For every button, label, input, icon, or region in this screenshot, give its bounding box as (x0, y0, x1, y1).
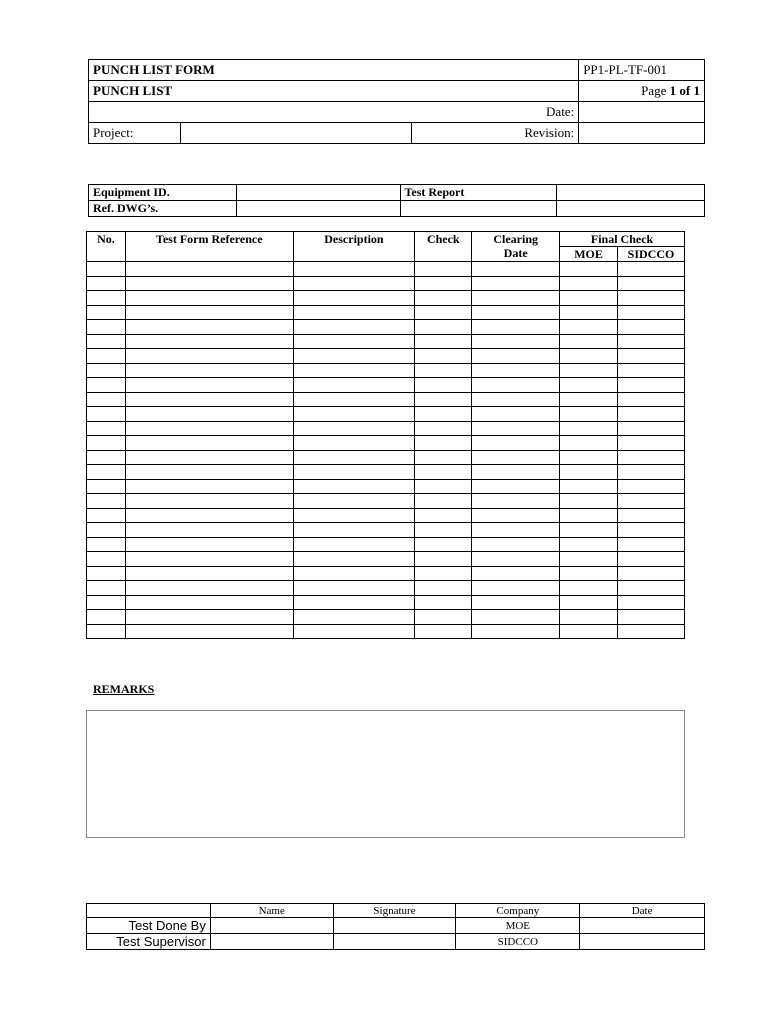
punch-cell[interactable] (125, 450, 293, 465)
signoff-row (87, 918, 705, 934)
punch-cell[interactable] (560, 349, 618, 364)
punch-cell[interactable] (560, 421, 618, 436)
punch-cell[interactable] (472, 378, 560, 393)
punch-cell[interactable] (472, 566, 560, 581)
list-title: PUNCH LIST (89, 81, 579, 102)
punch-row (87, 537, 685, 552)
punch-cell[interactable] (125, 334, 293, 349)
punch-cell[interactable] (560, 508, 618, 523)
punch-cell[interactable] (472, 552, 560, 567)
punch-cell[interactable] (87, 291, 126, 306)
signoff-table (86, 903, 705, 950)
punch-cell[interactable] (560, 291, 618, 306)
punch-cell[interactable] (618, 334, 685, 349)
punch-cell[interactable] (472, 305, 560, 320)
punch-row (87, 595, 685, 610)
equipment-id-label: Equipment ID. (89, 185, 237, 201)
punch-cell[interactable] (293, 465, 415, 480)
punch-cell[interactable] (560, 566, 618, 581)
punch-cell[interactable] (618, 610, 685, 625)
punch-cell[interactable] (560, 479, 618, 494)
test-report-field[interactable] (557, 185, 705, 201)
punch-cell[interactable] (125, 262, 293, 277)
punch-cell[interactable] (560, 624, 618, 639)
punch-cell[interactable] (560, 363, 618, 378)
punch-cell[interactable] (125, 523, 293, 538)
remarks-label: REMARKS (93, 682, 155, 696)
punch-row (87, 320, 685, 335)
project-label: Project: (89, 123, 181, 144)
punch-cell[interactable] (415, 320, 472, 335)
col-date: Date (580, 904, 705, 918)
revision-field[interactable] (579, 123, 705, 144)
punch-cell[interactable] (293, 349, 415, 364)
punch-row (87, 276, 685, 291)
punch-row (87, 436, 685, 451)
punch-cell[interactable] (415, 349, 472, 364)
punch-cell[interactable] (87, 407, 126, 422)
ref-dwgs-extra-field[interactable] (557, 201, 705, 217)
col-signature: Signature (333, 904, 456, 918)
punch-row (87, 291, 685, 306)
punch-cell[interactable] (560, 450, 618, 465)
punch-row (87, 479, 685, 494)
punch-cell[interactable] (87, 334, 126, 349)
punch-cell[interactable] (560, 537, 618, 552)
punch-cell[interactable] (415, 291, 472, 306)
punch-cell[interactable] (618, 624, 685, 639)
col-moe: MOE (560, 247, 618, 262)
punch-cell[interactable] (618, 581, 685, 596)
remarks-box[interactable] (86, 710, 685, 838)
punch-cell[interactable] (87, 465, 126, 480)
punch-row (87, 349, 685, 364)
punch-cell[interactable] (125, 508, 293, 523)
punch-cell[interactable] (293, 262, 415, 277)
punch-cell[interactable] (87, 305, 126, 320)
punch-cell[interactable] (618, 537, 685, 552)
punch-cell[interactable] (293, 363, 415, 378)
punch-cell[interactable] (472, 610, 560, 625)
punch-cell[interactable] (560, 305, 618, 320)
punch-cell[interactable] (293, 334, 415, 349)
punch-cell[interactable] (472, 624, 560, 639)
date-field[interactable] (579, 102, 705, 123)
punch-cell[interactable] (560, 595, 618, 610)
punch-cell[interactable] (415, 363, 472, 378)
date-field[interactable] (580, 918, 705, 934)
punch-cell[interactable] (125, 291, 293, 306)
punch-cell[interactable] (415, 566, 472, 581)
punch-cell[interactable] (125, 378, 293, 393)
punch-cell[interactable] (472, 421, 560, 436)
punch-row (87, 581, 685, 596)
form-header (88, 59, 705, 144)
punch-cell[interactable] (125, 494, 293, 509)
punch-table (86, 231, 685, 639)
punch-cell[interactable] (472, 450, 560, 465)
col-clearing-line2: Date (503, 246, 528, 260)
col-clearing-date (472, 232, 560, 262)
punch-row (87, 465, 685, 480)
punch-cell[interactable] (293, 552, 415, 567)
punch-cell[interactable] (560, 523, 618, 538)
punch-cell[interactable] (618, 407, 685, 422)
punch-cell[interactable] (560, 465, 618, 480)
punch-cell[interactable] (125, 465, 293, 480)
punch-cell[interactable] (618, 276, 685, 291)
punch-row (87, 421, 685, 436)
punch-cell[interactable] (87, 508, 126, 523)
punch-cell[interactable] (472, 581, 560, 596)
company-value: SIDCCO (456, 934, 580, 950)
punch-cell[interactable] (125, 610, 293, 625)
punch-cell[interactable] (618, 508, 685, 523)
punch-row (87, 363, 685, 378)
punch-cell[interactable] (618, 552, 685, 567)
punch-cell[interactable] (618, 436, 685, 451)
punch-cell[interactable] (472, 407, 560, 422)
punch-cell[interactable] (125, 349, 293, 364)
col-company: Company (456, 904, 580, 918)
punch-cell[interactable] (618, 566, 685, 581)
form-code: PP1-PL-TF-001 (579, 60, 705, 81)
punch-rows (87, 262, 685, 639)
punch-cell[interactable] (618, 349, 685, 364)
punch-cell[interactable] (125, 479, 293, 494)
punch-cell[interactable] (87, 421, 126, 436)
punch-row (87, 552, 685, 567)
punch-cell[interactable] (293, 624, 415, 639)
punch-cell[interactable] (415, 479, 472, 494)
punch-cell[interactable] (87, 595, 126, 610)
punch-cell[interactable] (87, 624, 126, 639)
punch-cell[interactable] (560, 494, 618, 509)
punch-cell[interactable] (293, 450, 415, 465)
punch-row (87, 262, 685, 277)
punch-cell[interactable] (618, 363, 685, 378)
punch-cell[interactable] (415, 421, 472, 436)
punch-cell[interactable] (293, 610, 415, 625)
punch-cell[interactable] (560, 262, 618, 277)
punch-row (87, 334, 685, 349)
punch-cell[interactable] (560, 392, 618, 407)
punch-cell[interactable] (87, 378, 126, 393)
punch-cell[interactable] (87, 363, 126, 378)
punch-cell[interactable] (560, 436, 618, 451)
punch-cell[interactable] (415, 581, 472, 596)
signoff-corner (87, 904, 211, 918)
punch-cell[interactable] (87, 523, 126, 538)
punch-cell[interactable] (125, 566, 293, 581)
punch-cell[interactable] (87, 392, 126, 407)
punch-cell[interactable] (293, 436, 415, 451)
punch-cell[interactable] (87, 566, 126, 581)
punch-cell[interactable] (293, 537, 415, 552)
punch-row (87, 508, 685, 523)
punch-cell[interactable] (415, 450, 472, 465)
punch-cell[interactable] (415, 610, 472, 625)
punch-cell[interactable] (472, 392, 560, 407)
punch-cell[interactable] (293, 320, 415, 335)
punch-cell[interactable] (618, 392, 685, 407)
ref-dwgs-extra-field[interactable] (400, 201, 557, 217)
punch-cell[interactable] (125, 363, 293, 378)
punch-cell[interactable] (472, 276, 560, 291)
page-label: Page (641, 83, 667, 98)
date-label: Date: (89, 102, 579, 123)
punch-cell[interactable] (472, 320, 560, 335)
punch-cell[interactable] (415, 537, 472, 552)
ref-dwgs-label: Ref. DWG’s. (89, 201, 237, 217)
punch-cell[interactable] (87, 494, 126, 509)
col-sidcco: SIDCCO (618, 247, 685, 262)
ref-dwgs-field[interactable] (236, 201, 400, 217)
punch-cell[interactable] (618, 595, 685, 610)
punch-cell[interactable] (293, 494, 415, 509)
punch-cell[interactable] (472, 494, 560, 509)
punch-cell[interactable] (415, 595, 472, 610)
punch-cell[interactable] (293, 479, 415, 494)
date-field[interactable] (580, 934, 705, 950)
punch-cell[interactable] (472, 334, 560, 349)
punch-cell[interactable] (87, 320, 126, 335)
punch-cell[interactable] (293, 378, 415, 393)
punch-cell[interactable] (87, 537, 126, 552)
punch-cell[interactable] (618, 523, 685, 538)
punch-row (87, 494, 685, 509)
punch-cell[interactable] (618, 479, 685, 494)
punch-row (87, 450, 685, 465)
punch-cell[interactable] (560, 320, 618, 335)
punch-cell[interactable] (618, 465, 685, 480)
punch-cell[interactable] (293, 595, 415, 610)
punch-cell[interactable] (415, 494, 472, 509)
punch-row (87, 305, 685, 320)
punch-cell[interactable] (618, 421, 685, 436)
punch-cell[interactable] (560, 407, 618, 422)
punch-cell[interactable] (618, 305, 685, 320)
punch-cell[interactable] (472, 436, 560, 451)
name-field[interactable] (210, 918, 333, 934)
punch-cell[interactable] (125, 552, 293, 567)
signature-field[interactable] (333, 934, 456, 950)
punch-cell[interactable] (618, 378, 685, 393)
punch-cell[interactable] (125, 421, 293, 436)
punch-cell[interactable] (415, 276, 472, 291)
punch-cell[interactable] (415, 508, 472, 523)
punch-cell[interactable] (472, 523, 560, 538)
equipment-id-field[interactable] (236, 185, 400, 201)
equipment-block (88, 184, 705, 217)
company-value: MOE (456, 918, 580, 934)
punch-cell[interactable] (472, 537, 560, 552)
test-report-label: Test Report (400, 185, 557, 201)
punch-cell[interactable] (293, 581, 415, 596)
punch-cell[interactable] (618, 291, 685, 306)
punch-cell[interactable] (293, 305, 415, 320)
form-title: PUNCH LIST FORM (89, 60, 579, 81)
punch-cell[interactable] (415, 407, 472, 422)
punch-row (87, 392, 685, 407)
punch-row (87, 610, 685, 625)
punch-cell[interactable] (472, 508, 560, 523)
punch-cell[interactable] (560, 378, 618, 393)
punch-cell[interactable] (560, 581, 618, 596)
punch-cell[interactable] (125, 276, 293, 291)
col-final-check: Final Check (560, 232, 685, 247)
punch-cell[interactable] (415, 262, 472, 277)
punch-cell[interactable] (472, 595, 560, 610)
punch-cell[interactable] (415, 523, 472, 538)
col-name: Name (210, 904, 333, 918)
punch-cell[interactable] (618, 450, 685, 465)
punch-cell[interactable] (87, 581, 126, 596)
punch-cell[interactable] (87, 262, 126, 277)
punch-cell[interactable] (472, 262, 560, 277)
col-no: No. (87, 232, 126, 262)
punch-cell[interactable] (618, 320, 685, 335)
punch-cell[interactable] (87, 450, 126, 465)
punch-cell[interactable] (125, 320, 293, 335)
punch-cell[interactable] (125, 392, 293, 407)
punch-row (87, 624, 685, 639)
punch-cell[interactable] (415, 465, 472, 480)
project-field[interactable] (180, 123, 412, 144)
punch-cell[interactable] (415, 392, 472, 407)
col-clearing-line1: Clearing (493, 232, 538, 246)
page-indicator (579, 81, 705, 102)
punch-cell[interactable] (293, 523, 415, 538)
punch-cell[interactable] (472, 363, 560, 378)
punch-cell[interactable] (618, 262, 685, 277)
punch-cell[interactable] (87, 349, 126, 364)
punch-cell[interactable] (125, 407, 293, 422)
signature-field[interactable] (333, 918, 456, 934)
punch-cell[interactable] (293, 407, 415, 422)
punch-cell[interactable] (415, 305, 472, 320)
punch-row (87, 407, 685, 422)
punch-cell[interactable] (125, 537, 293, 552)
punch-cell[interactable] (618, 494, 685, 509)
col-test-form-reference: Test Form Reference (125, 232, 293, 262)
punch-row (87, 566, 685, 581)
page-number: 1 of 1 (669, 83, 700, 98)
punch-cell[interactable] (560, 334, 618, 349)
punch-cell[interactable] (472, 479, 560, 494)
punch-cell[interactable] (125, 624, 293, 639)
punch-cell[interactable] (472, 465, 560, 480)
punch-cell[interactable] (87, 610, 126, 625)
punch-cell[interactable] (293, 291, 415, 306)
punch-cell[interactable] (125, 581, 293, 596)
punch-cell[interactable] (87, 479, 126, 494)
punch-cell[interactable] (472, 349, 560, 364)
punch-cell[interactable] (293, 566, 415, 581)
punch-cell[interactable] (87, 552, 126, 567)
punch-cell[interactable] (472, 291, 560, 306)
name-field[interactable] (210, 934, 333, 950)
punch-cell[interactable] (87, 436, 126, 451)
punch-cell[interactable] (293, 508, 415, 523)
punch-cell[interactable] (415, 624, 472, 639)
punch-cell[interactable] (560, 610, 618, 625)
role-label: Test Supervisor (87, 934, 211, 950)
punch-cell[interactable] (125, 436, 293, 451)
punch-cell[interactable] (415, 436, 472, 451)
signoff-row (87, 934, 705, 950)
punch-cell[interactable] (293, 392, 415, 407)
role-label: Test Done By (87, 918, 211, 934)
punch-cell[interactable] (415, 334, 472, 349)
col-check: Check (415, 232, 472, 262)
punch-cell[interactable] (293, 421, 415, 436)
punch-cell[interactable] (87, 276, 126, 291)
col-description: Description (293, 232, 415, 262)
punch-cell[interactable] (125, 305, 293, 320)
punch-cell[interactable] (415, 552, 472, 567)
punch-row (87, 378, 685, 393)
punch-cell[interactable] (415, 378, 472, 393)
punch-cell[interactable] (560, 552, 618, 567)
revision-label: Revision: (412, 123, 579, 144)
punch-cell[interactable] (125, 595, 293, 610)
punch-cell[interactable] (293, 276, 415, 291)
punch-row (87, 523, 685, 538)
punch-cell[interactable] (560, 276, 618, 291)
